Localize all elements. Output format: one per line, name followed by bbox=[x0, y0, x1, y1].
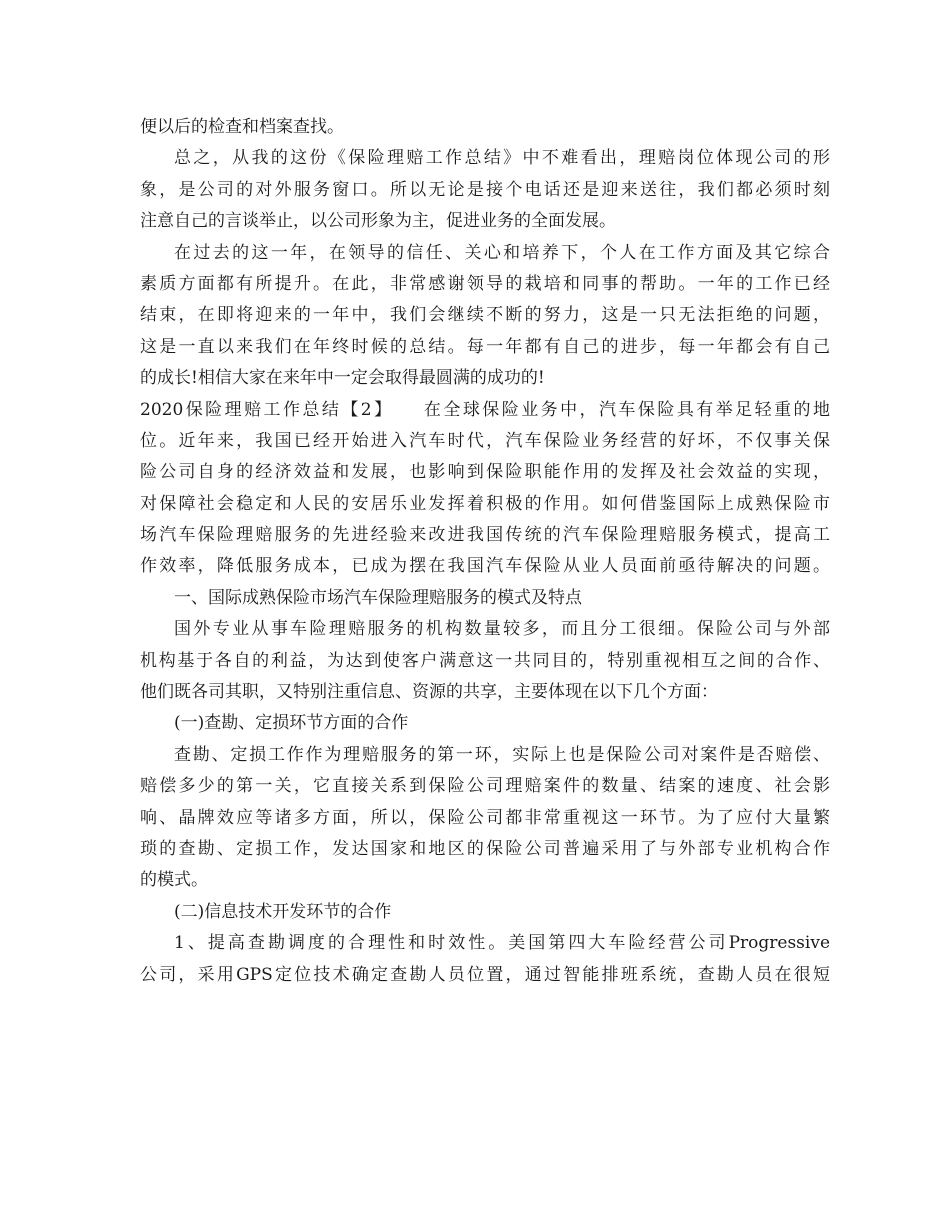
text-line: 总之，从我的这份《保险理赔工作总结》中不难看出，理赔岗位体现公司的形 bbox=[174, 148, 830, 169]
text-line: 注意自己的言谈举止，以公司形象为主，促进业务的全面发展。 bbox=[140, 211, 616, 232]
text-line: (二)信息技术开发环节的合作 bbox=[174, 901, 392, 922]
text-line: 琐的查勘、定损工作，发达国家和地区的保险公司普遍采用了与外部专业机构合作 bbox=[140, 838, 830, 859]
text-line: 他们既各司其职，又特别注重信息、资源的共享，主要体现在以下几个方面： bbox=[140, 682, 718, 703]
text-line: 便以后的检查和档案查找。 bbox=[140, 117, 344, 137]
text-line: 对保障社会稳定和人民的安居乐业发挥着积极的作用。如何借鉴国际上成熟保险市 bbox=[140, 493, 830, 514]
text-line: 素质方面都有所提升。在此，非常感谢领导的栽培和同事的帮助。一年的工作已经 bbox=[140, 273, 830, 294]
document-body bbox=[140, 112, 830, 991]
text-line: 的成长!相信大家在来年中一定会取得最圆满的成功的! bbox=[140, 368, 545, 389]
text-line: 赔偿多少的第一关，它直接关系到保险公司理赔案件的数量、结案的速度、社会影 bbox=[140, 776, 830, 797]
text-line: 1、提高查勘调度的合理性和时效性。美国第四大车险经营公司Progressive bbox=[174, 933, 830, 954]
text-line: 公司，采用GPS定位技术确定查勘人员位置，通过智能排班系统，查勘人员在很短 bbox=[140, 964, 830, 985]
text-line: 作效率，降低服务成本，已成为摆在我国汽车保险从业人员面前亟待解决的问题。 bbox=[140, 556, 830, 577]
text-line: 响、晶牌效应等诸多方面，所以，保险公司都非常重视这一环节。为了应付大量繁 bbox=[140, 807, 830, 828]
text-line: 场汽车保险理赔服务的先进经验来改进我国传统的汽车保险理赔服务模式，提高工 bbox=[140, 525, 830, 546]
text-line: 2020保险理赔工作总结【2】 在全球保险业务中，汽车保险具有举足轻重的地 bbox=[140, 399, 830, 420]
text-line: 这是一直以来我们在年终时候的总结。每一年都有自己的进步，每一年都会有自己 bbox=[140, 336, 830, 357]
text-line: 象，是公司的对外服务窗口。所以无论是接个电话还是迎来送往，我们都必须时刻 bbox=[140, 179, 830, 200]
text-line: (一)查勘、定损环节方面的合作 bbox=[174, 713, 409, 734]
text-line: 国外专业从事车险理赔服务的机构数量较多，而且分工很细。保险公司与外部 bbox=[174, 619, 830, 640]
text-line: 机构基于各自的利益，为达到使客户满意这一共同目的，特别重视相互之间的合作、 bbox=[140, 650, 830, 671]
text-line: 险公司自身的经济效益和发展，也影响到保险职能作用的发挥及社会效益的实现， bbox=[140, 462, 830, 483]
text-line: 的模式。 bbox=[140, 870, 208, 891]
text-line: 结束，在即将迎来的一年中，我们会继续不断的努力，这是一只无法拒绝的问题， bbox=[140, 305, 830, 326]
text-line: 查勘、定损工作作为理赔服务的第一环，实际上也是保险公司对案件是否赔偿、 bbox=[174, 744, 830, 765]
text-line: 位。近年来，我国已经开始进入汽车时代，汽车保险业务经营的好坏，不仅事关保 bbox=[140, 430, 830, 451]
text-line: 一、国际成熟保险市场汽车保险理赔服务的模式及特点 bbox=[174, 587, 582, 608]
text-line: 在过去的这一年，在领导的信任、关心和培养下，个人在工作方面及其它综合 bbox=[174, 242, 830, 263]
